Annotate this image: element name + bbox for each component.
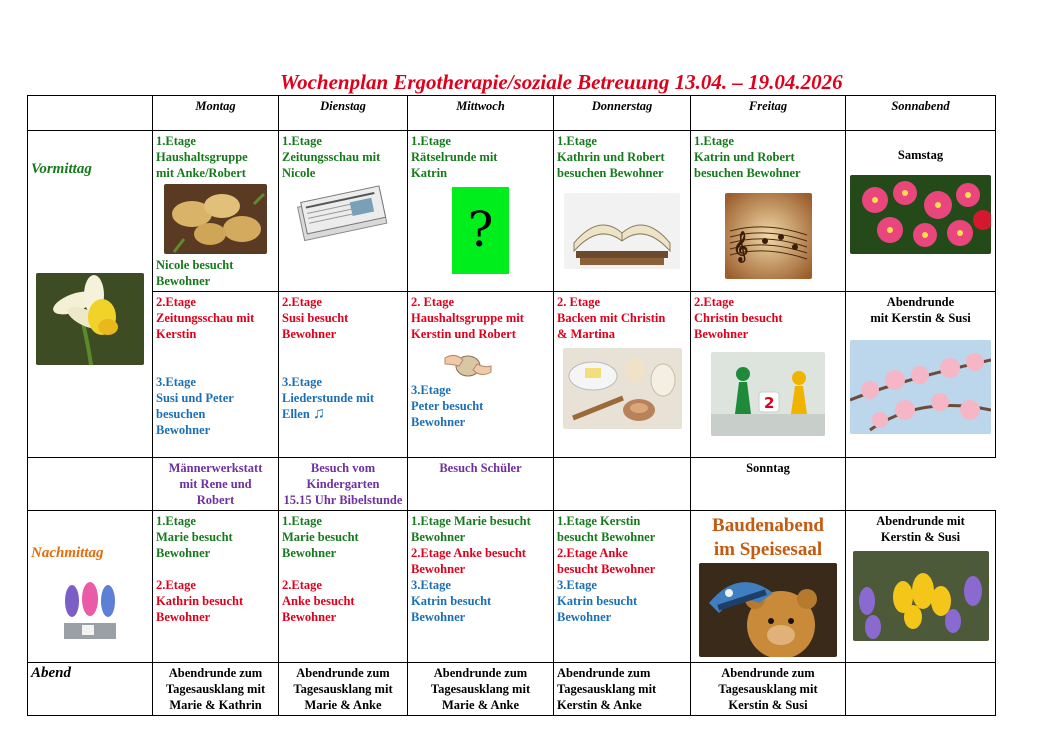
text-line: Kerstin & Susi [880, 530, 961, 544]
text-line: 2.Etage Anke besucht [411, 546, 526, 560]
text-line: Bewohner [694, 327, 749, 341]
nachmittag-label-cell [28, 511, 153, 663]
cell-donnerstag-evening [554, 663, 691, 716]
text-line: Katrin [411, 166, 448, 180]
hyacinths-image [58, 579, 122, 643]
text-line: Kerstin und Robert [411, 327, 516, 341]
text-line: 2. Etage [557, 295, 601, 309]
cell-dienstag-afternoon [279, 511, 408, 663]
cell-dienstag-morning-1 [279, 131, 408, 292]
text-line: & Martina [557, 327, 615, 341]
text-line: Susi besucht [282, 311, 349, 325]
text-line: 2.Etage [156, 295, 196, 309]
text-line: Katrin und Robert [694, 150, 795, 164]
cell-montag-morning-1 [153, 131, 279, 292]
text-line: 1.Etage [557, 134, 597, 148]
text-line: Bewohner [156, 610, 211, 624]
evening-row [28, 663, 996, 716]
cherry-blossom-image [850, 340, 991, 434]
text-line: Bewohner [156, 274, 211, 288]
day-header-mittwoch: Mittwoch [408, 96, 554, 131]
abend-label-cell [28, 663, 153, 716]
text-line: Nicole besucht [156, 258, 234, 272]
text-line: besuchen Bewohner [557, 166, 664, 180]
text-line: Haushaltsgruppe [156, 150, 248, 164]
cell-mittwoch-event [279, 458, 408, 511]
text-line: Abendrunde zum [721, 666, 815, 680]
cell-mittwoch-morning-1 [408, 131, 554, 292]
text-line: Kathrin und Robert [557, 150, 665, 164]
text-line: 2.Etage [156, 578, 196, 592]
board-game-pieces-image [711, 352, 825, 436]
text-line: Besuch vom [310, 461, 376, 475]
text-line: Abendrunde zum [296, 666, 390, 680]
dice-number: 2 [764, 394, 775, 412]
music-note-icon: ♫ [312, 405, 325, 422]
text-line: Kindergarten [306, 477, 380, 491]
text-line: besucht Bewohner [557, 562, 656, 576]
text-line: Männerwerkstatt [168, 461, 263, 475]
text-line: Abendrunde zum [168, 666, 263, 680]
cell-mittwoch-afternoon [408, 511, 554, 663]
cell-mittwoch-evening [408, 663, 554, 716]
cell-empty-sonntag-evening [846, 663, 996, 716]
text-line: 1.Etage [282, 514, 322, 528]
day-header-sonnabend: Sonnabend [846, 96, 996, 131]
cell-mittwoch-morning-2 [408, 292, 554, 458]
text-line: Tagesausklang mit [165, 682, 266, 696]
text-line: Bewohner [156, 546, 211, 560]
text-line: Abendrunde zum [557, 666, 651, 680]
text-line: Zeitungsschau mit [156, 311, 255, 325]
sonntag-label: Sonntag [746, 461, 790, 475]
cell-montag-morning-2 [153, 292, 279, 458]
baudenabend-title: Baudenabend [712, 515, 824, 536]
text-line: Tagesausklang mit [718, 682, 818, 696]
page-title: Wochenplan Ergotherapie/soziale Betreuung 13.04. – 19.04.2026 [280, 70, 843, 94]
cell-montag-evening [153, 663, 279, 716]
text-line: 1.Etage [156, 134, 196, 148]
text-line: 1.Etage [694, 134, 734, 148]
text-line: Bewohner [411, 530, 466, 544]
text-line: Bewohner [282, 546, 337, 560]
text-line: Abendrunde [886, 295, 955, 309]
open-book-image [564, 193, 680, 269]
text-line: Abendrunde zum [433, 666, 528, 680]
cell-sonntag-label [691, 458, 846, 511]
vormittag-label: Vormittag [31, 161, 92, 177]
cell-freitag-afternoon [691, 511, 846, 663]
cell-freitag-event [554, 458, 691, 511]
baudenabend-subtitle: im Speisesaal [713, 539, 823, 560]
header-row [28, 96, 996, 131]
text-line: 3.Etage [411, 383, 451, 397]
cell-donnerstag-afternoon [554, 511, 691, 663]
text-line: 1.Etage [411, 134, 451, 148]
text-line: Bewohner [557, 610, 612, 624]
text-line: mit Rene und [179, 477, 252, 491]
cell-donnerstag-morning-2 [554, 292, 691, 458]
morning-row-2 [28, 292, 996, 458]
cell-sonnabend-morning-1 [846, 131, 996, 292]
text-line: Kerstin & Susi [728, 698, 808, 712]
text-line: 3.Etage [156, 375, 196, 389]
music-notes-image [725, 193, 812, 279]
morning-row-1 [28, 131, 996, 292]
vormittag-label-cell [28, 131, 153, 458]
text-line: 1.Etage [282, 134, 322, 148]
text-line: 2. Etage [411, 295, 455, 309]
text-line: Besuch Schüler [439, 461, 522, 475]
crocus-flowers-image [853, 551, 989, 641]
text-line: 1.Etage [156, 514, 196, 528]
cell-freitag-morning-2 [691, 292, 846, 458]
hands-kneading-image [441, 344, 495, 382]
text-line: Zeitungsschau mit [282, 150, 381, 164]
text-line: Liederstunde mit [282, 391, 375, 405]
text-line: Christin besucht [694, 311, 783, 325]
text-line: 1.Etage Marie besucht [411, 514, 531, 528]
text-line: besuchen [156, 407, 206, 421]
text-line: Bewohner [156, 423, 211, 437]
text-line: Robert [196, 493, 235, 507]
cell-freitag-evening [691, 663, 846, 716]
text-line: Rätselrunde mit [411, 150, 498, 164]
text-line: besucht Bewohner [557, 530, 656, 544]
cell-empty-montag-event [28, 458, 153, 511]
day-header-montag: Montag [153, 96, 279, 131]
daffodil-image [36, 273, 144, 365]
day-header-freitag: Freitag [691, 96, 846, 131]
text-line: 2.Etage [694, 295, 734, 309]
ellen-text: Ellen [282, 407, 310, 421]
text-line: Bewohner [282, 610, 337, 624]
cell-donnerstag-event [408, 458, 554, 511]
cell-montag-afternoon [153, 511, 279, 663]
cell-dienstag-event [153, 458, 279, 511]
text-line: Kerstin [156, 327, 197, 341]
text-line: Bewohner [411, 562, 466, 576]
baking-ingredients-image [563, 348, 682, 429]
nachmittag-label: Nachmittag [31, 545, 104, 561]
text-line: Bewohner [411, 415, 466, 429]
svg-text:𝄞: 𝄞 [732, 232, 748, 262]
text-line: 2.Etage Anke [557, 546, 628, 560]
text-line: Abendrunde mit [876, 514, 965, 528]
afternoon-row [28, 511, 996, 663]
cell-sonnabend-morning-2 [846, 292, 996, 458]
teddy-bear-image [699, 563, 837, 657]
text-line: Bewohner [282, 327, 337, 341]
text-line: Nicole [282, 166, 316, 180]
text-line: mit Kerstin & Susi [870, 311, 971, 325]
text-line: 3.Etage [411, 578, 451, 592]
text-line: Katrin besucht [411, 594, 492, 608]
text-line: Tagesausklang mit [557, 682, 657, 696]
text-line: 1.Etage Kerstin [557, 514, 641, 528]
samstag-label: Samstag [897, 148, 944, 162]
day-header-dienstag: Dienstag [279, 96, 408, 131]
text-line: Marie & Anke [304, 698, 382, 712]
text-line: Anke besucht [282, 594, 355, 608]
text-line: Marie & Anke [441, 698, 520, 712]
cell-dienstag-morning-2 [279, 292, 408, 458]
cell-sonntag-afternoon [846, 511, 996, 663]
text-line: Kerstin & Anke [557, 698, 642, 712]
primrose-flowers-image [850, 175, 991, 254]
text-line: Peter besucht [411, 399, 484, 413]
cell-freitag-morning-1 [691, 131, 846, 292]
text-line: Tagesausklang mit [293, 682, 393, 696]
text-line: 3.Etage [282, 375, 322, 389]
text-line: Kathrin besucht [156, 594, 244, 608]
cell-dienstag-evening [279, 663, 408, 716]
text-line: 3.Etage [557, 578, 597, 592]
text-line: Susi und Peter [156, 391, 234, 405]
event-row [28, 458, 996, 511]
text-line: Katrin besucht [557, 594, 638, 608]
text-line: Bewohner [411, 610, 466, 624]
potatoes-image [164, 184, 267, 254]
text-line: Marie & Kathrin [169, 698, 262, 712]
corner-cell [28, 96, 153, 131]
text-line: Tagesausklang mit [430, 682, 531, 696]
text-line: 2.Etage [282, 578, 322, 592]
text-line: Marie besucht [282, 530, 359, 544]
weekly-plan-table [27, 95, 996, 716]
text-line [282, 406, 404, 422]
text-line: besuchen Bewohner [694, 166, 801, 180]
text-line: Marie besucht [156, 530, 233, 544]
cell-donnerstag-morning-1 [554, 131, 691, 292]
text-line: 2.Etage [282, 295, 322, 309]
text-line: mit Anke/Robert [156, 166, 246, 180]
text-line: 15.15 Uhr Bibelstunde [283, 493, 403, 507]
text-line: Backen mit Christin [557, 311, 666, 325]
text-line: Haushaltsgruppe mit [411, 311, 524, 325]
question-mark-icon: ? [452, 187, 509, 274]
newspapers-image [292, 184, 395, 244]
day-header-donnerstag: Donnerstag [554, 96, 691, 131]
abend-label: Abend [31, 665, 72, 681]
